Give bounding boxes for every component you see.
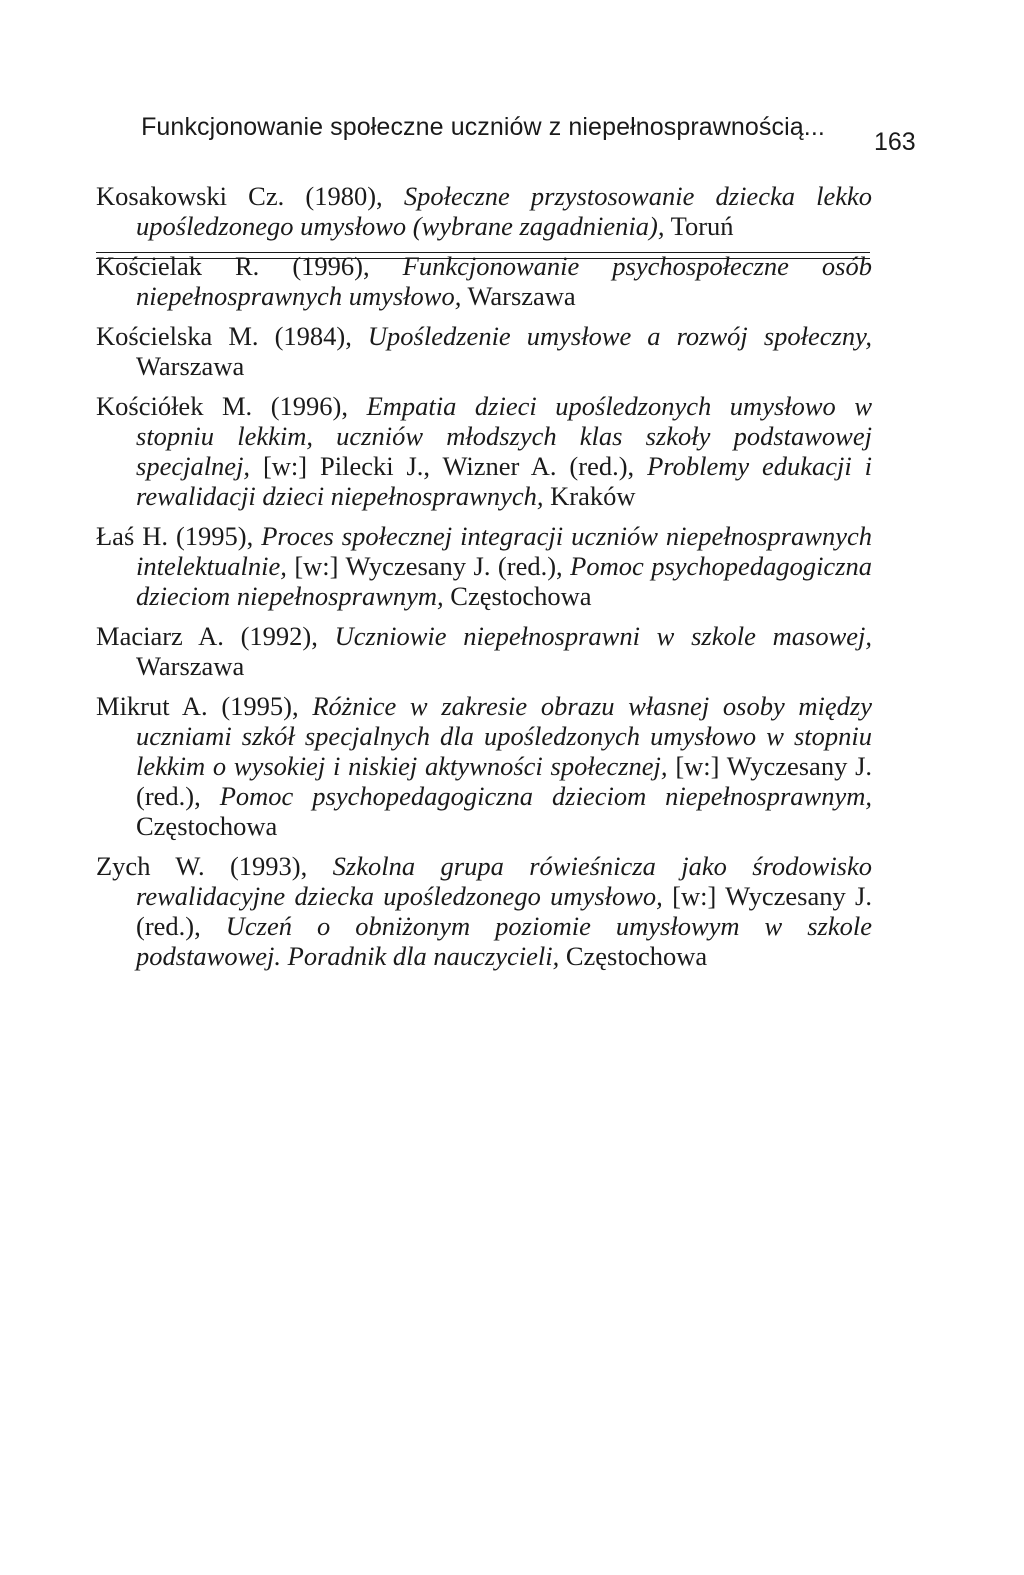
- entry-author: Mikrut A.: [96, 691, 208, 721]
- bibliography-entry: [96, 321, 872, 381]
- entry-author: Kościelak R.: [96, 251, 260, 281]
- entry-editors: [w:] Pilecki J., Wizner A. (red.),: [262, 451, 635, 481]
- entry-collection: Uczeń o obniżonym poziomie umysłowym w szkole podstawowej. Poradnik dla nauczycieli,: [136, 911, 873, 971]
- entry-year: (1995),: [175, 521, 254, 551]
- running-title: Funkcjonowanie społeczne uczniów z niepełnosprawnością...: [141, 113, 825, 141]
- entry-year: (1996),: [270, 391, 349, 421]
- entry-title: Społeczne przystosowanie dziecka lekko upośledzonego umysłowo (wybrane zagadnienia),: [136, 181, 873, 241]
- entry-year: (1993),: [229, 851, 308, 881]
- entry-author: Kościółek M.: [96, 391, 253, 421]
- entry-title: Uczniowie niepełnosprawni w szkole masowej,: [334, 621, 872, 651]
- entry-title: Szkolna grupa rówieśnicza jako środowisko rewalidacyjne dziecka upośledzonego umysłowo,: [136, 851, 873, 911]
- bibliography-entry: [96, 391, 872, 511]
- entry-title: Empatia dzieci upośledzonych umysłowo w stopniu lekkim, uczniów młodszych klas szkoły podstawowej specjalnej,: [136, 391, 873, 481]
- entry-editors: [w:] Wyczesany J. (red.),: [136, 751, 873, 811]
- entry-title: Różnice w zakresie obrazu własnej osoby między uczniami szkół specjalnych dla upośledzonych umysłowo w stopniu lekkim o wysokiej i niskiej aktywności społecznej,: [136, 691, 873, 781]
- bibliography-entry: [96, 181, 872, 241]
- bibliography-entry: [96, 521, 872, 611]
- entry-place: Warszawa: [136, 351, 245, 381]
- bibliography-list: [96, 181, 872, 981]
- entry-year: (1995),: [221, 691, 299, 721]
- entry-collection: Pomoc psychopedagogiczna dzieciom niepełnosprawnym,: [219, 781, 872, 811]
- entry-title: Upośledzenie umysłowe a rozwój społeczny,: [367, 321, 873, 351]
- entry-author: Zych W.: [96, 851, 205, 881]
- entry-author: Kosakowski Cz.: [96, 181, 285, 211]
- entry-year: (1984),: [274, 321, 352, 351]
- bibliography-entry: [96, 691, 872, 841]
- entry-editors: [w:] Wyczesany J. (red.),: [136, 881, 872, 941]
- entry-collection: Problemy edukacji i rewalidacji dzieci niepełnosprawnych,: [136, 451, 872, 511]
- entry-place: Warszawa: [136, 651, 245, 681]
- bibliography-entry: [96, 851, 872, 971]
- entry-title: Funkcjonowanie psychospołeczne osób niepełnosprawnych umysłowo,: [136, 251, 872, 311]
- entry-title: Proces społecznej integracji uczniów niepełnosprawnych intelektualnie,: [136, 521, 873, 581]
- entry-author: Łaś H.: [96, 521, 168, 551]
- entry-place: Kraków: [550, 481, 636, 511]
- running-head: [96, 112, 870, 148]
- entry-place: Warszawa: [467, 281, 576, 311]
- entry-author: Maciarz A.: [96, 621, 224, 651]
- bibliography-entry: [96, 251, 872, 311]
- entry-place: Toruń: [670, 211, 734, 241]
- entry-editors: [w:] Wyczesany J. (red.),: [294, 551, 563, 581]
- entry-place: Częstochowa: [136, 811, 278, 841]
- entry-year: (1980),: [305, 181, 383, 211]
- entry-author: Kościelska M.: [96, 321, 259, 351]
- entry-collection: Pomoc psychopedagogiczna dzieciom niepełnosprawnym,: [136, 551, 873, 611]
- entry-place: Częstochowa: [450, 581, 592, 611]
- bibliography-entry: [96, 621, 872, 681]
- entry-year: (1996),: [292, 251, 370, 281]
- page-number: 163: [874, 128, 916, 156]
- entry-year: (1992),: [240, 621, 318, 651]
- entry-place: Częstochowa: [565, 941, 708, 971]
